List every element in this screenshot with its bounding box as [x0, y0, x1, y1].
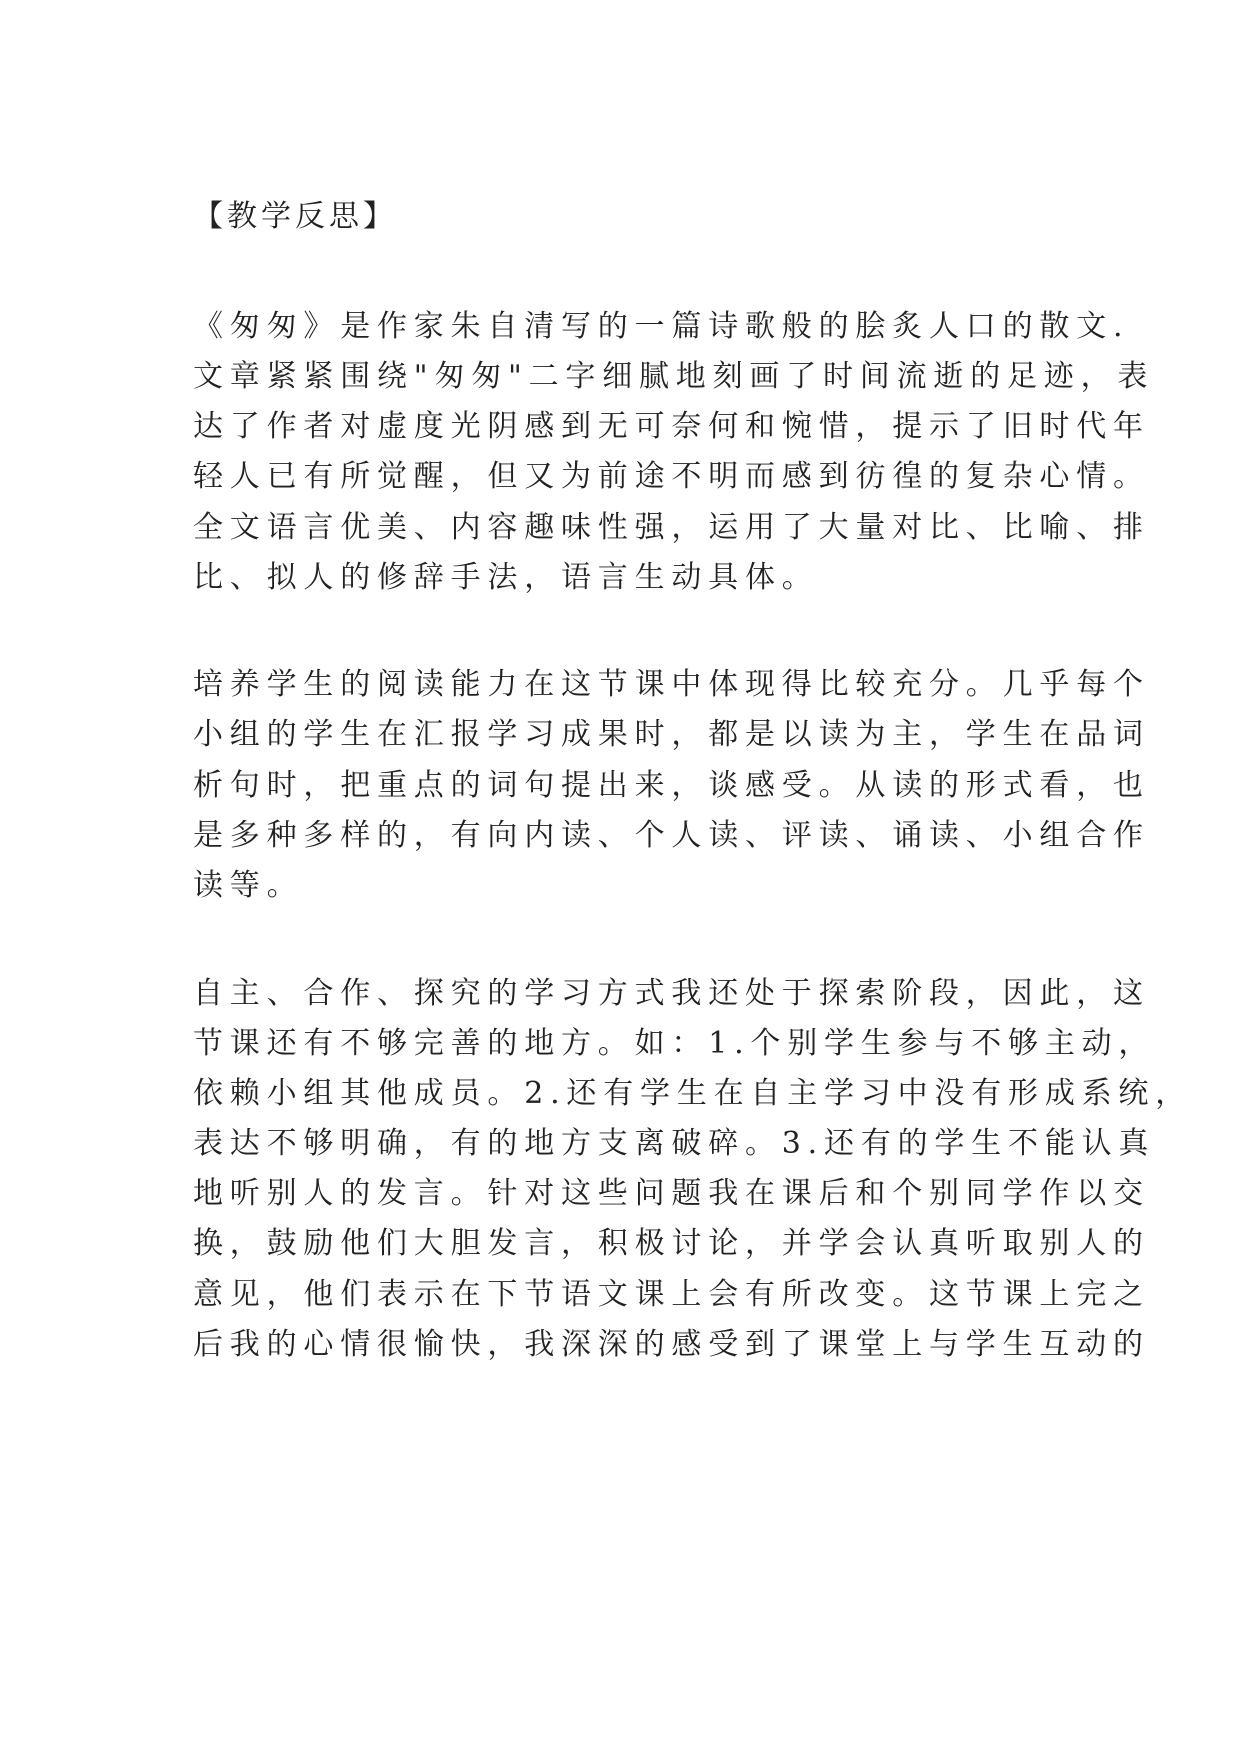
paragraph-line: 换，鼓励他们大胆发言，积极讨论，并学会认真听取别人的: [193, 1226, 1150, 1261]
paragraph-line: 析句时，把重点的词句提出来，谈感受。从读的形式看，也: [193, 768, 1150, 803]
paragraph-line: 自主、合作、探究的学习方式我还处于探索阶段，因此，这: [193, 976, 1150, 1011]
paragraph-line: 依赖小组其他成员。2.还有学生在自主学习中没有形成系统，: [193, 1076, 1193, 1111]
paragraph-line: 达了作者对虚度光阴感到无可奈何和惋惜，提示了旧时代年: [193, 409, 1150, 444]
paragraph-line: 轻人已有所觉醒，但又为前途不明而感到彷徨的复杂心情。: [193, 459, 1150, 494]
paragraph-line: 读等。: [193, 868, 304, 903]
paragraph-line: 意见，他们表示在下节语文课上会有所改变。这节课上完之: [193, 1277, 1150, 1312]
paragraph-line: 全文语言优美、内容趣味性强，运用了大量对比、比喻、排: [193, 510, 1150, 545]
paragraph-line: 是多种多样的，有向内读、个人读、评读、诵读、小组合作: [193, 818, 1150, 853]
section-heading: 【教学反思】: [193, 199, 397, 234]
paragraph-line: 后我的心情很愉快，我深深的感受到了课堂上与学生互动的: [193, 1327, 1150, 1362]
paragraph-line: 培养学生的阅读能力在这节课中体现得比较充分。几乎每个: [193, 667, 1150, 702]
paragraph-line: 文章紧紧围绕"匆匆"二字细腻地刻画了时间流逝的足迹，表: [193, 359, 1155, 394]
paragraph-line: 地听别人的发言。针对这些问题我在课后和个别同学作以交: [193, 1176, 1150, 1211]
paragraph-line: 小组的学生在汇报学习成果时，都是以读为主，学生在品词: [193, 717, 1150, 752]
paragraph-line: 《匆匆》是作家朱自清写的一篇诗歌般的脍炙人口的散文.: [193, 309, 1130, 344]
paragraph-line: 节课还有不够完善的地方。如：1.个别学生参与不够主动，: [193, 1026, 1156, 1061]
paragraph-line: 比、拟人的修辞手法，语言生动具体。: [193, 560, 819, 595]
paragraph-line: 表达不够明确，有的地方支离破碎。3.还有的学生不能认真: [193, 1126, 1156, 1161]
